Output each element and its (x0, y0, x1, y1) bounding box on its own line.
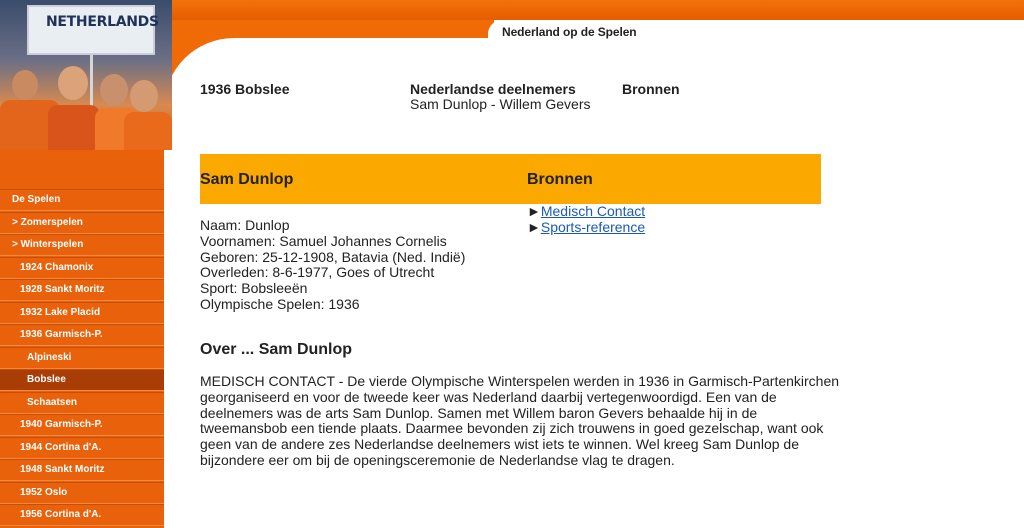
sources-heading: Bronnen (527, 171, 593, 188)
sources-top-heading[interactable]: Bronnen (622, 81, 680, 97)
sidebar-item-label: 1956 Cortina d'A. (20, 509, 102, 520)
sidebar-item-label: 1948 Sankt Moritz (20, 464, 105, 475)
profile-spelen: Olympische Spelen: 1936 (200, 295, 360, 312)
netherlands-sign (27, 5, 159, 55)
sidebar-item-label: 1952 Oslo (20, 486, 68, 498)
sidebar-item-label: > Zomerspelen (12, 216, 83, 228)
athlete-face (12, 70, 38, 100)
triangle-icon: ► (527, 203, 541, 219)
sidebar-item-label: Alpineski (27, 351, 72, 363)
sidebar-item[interactable] (0, 302, 164, 324)
sidebar-item-label: 1936 Garmisch-P. (20, 329, 103, 340)
sidebar-item[interactable] (0, 257, 164, 279)
profile-overleden: Overleden: 8-6-1977, Goes of Utrecht (200, 264, 435, 281)
sidebar-item[interactable] (0, 347, 164, 369)
sidebar-item-label: Bobslee (27, 374, 66, 385)
triangle-icon: ► (527, 218, 541, 235)
source-link-sports-reference[interactable]: Sports-reference (540, 218, 646, 235)
about-heading: Over ... Sam Dunlop (200, 341, 353, 358)
sidebar-item[interactable] (0, 324, 164, 346)
sidebar-item[interactable] (0, 392, 164, 414)
athlete-name-heading: Sam Dunlop (200, 171, 294, 188)
event-title: 1936 Bobslee (200, 81, 290, 97)
source-item (527, 204, 645, 220)
source-item (527, 220, 645, 236)
sidebar-item[interactable] (0, 234, 164, 256)
profile-sport: Sport: Bobsleeën (200, 280, 308, 297)
header-photo (0, 0, 172, 150)
sidebar-item[interactable] (0, 482, 164, 504)
sidebar-item-label: > Winterspelen (12, 239, 84, 250)
sign-text: NETHERLANDS (46, 14, 159, 30)
sidebar-item[interactable] (0, 504, 164, 526)
sidebar-item[interactable] (0, 369, 164, 391)
sidebar-item[interactable] (0, 414, 164, 436)
sidebar-item[interactable] (0, 279, 164, 301)
athlete-face (100, 74, 128, 106)
sidebar-item[interactable] (0, 212, 164, 234)
participants-heading: Nederlandse deelnemers (410, 81, 576, 97)
sources-list (527, 204, 645, 235)
athlete-profile (200, 218, 465, 313)
sidebar-item-label: 1944 Cortina d'A. (20, 441, 102, 453)
sidebar-item[interactable] (0, 437, 164, 459)
sidebar-item[interactable] (0, 189, 164, 211)
sidebar-item-label: 1932 Lake Placid (20, 306, 101, 318)
profile-voornamen: Voornamen: Samuel Johannes Cornelis (200, 232, 447, 249)
sidebar-item[interactable] (0, 459, 164, 481)
sidebar-item-label: 1924 Chamonix (20, 261, 94, 273)
sidebar-item-label: Schaatsen (27, 396, 78, 408)
sidebar-item-label: De Spelen (12, 194, 61, 205)
athlete-figure (48, 105, 100, 150)
athlete-face (58, 66, 88, 100)
site-title[interactable]: Nederland op de Spelen (502, 25, 637, 39)
sidebar-item-label: 1940 Garmisch-P. (20, 419, 103, 430)
profile-geboren: Geboren: 25-12-1908, Batavia (Ned. Indië) (200, 248, 466, 265)
source-link-medisch-contact[interactable]: Medisch Contact (540, 203, 646, 219)
sidebar-item-label: 1928 Sankt Moritz (20, 284, 105, 295)
athlete-figure (124, 112, 172, 150)
profile-naam: Naam: Dunlop (200, 217, 290, 233)
about-text: MEDISCH CONTACT - De vierde Olympische Winterspelen werden in 1936 in Garmisch-Partenkirchen georganiseerd en voor de tweede keer was Nederland daarbij vertegenwoordigd. Een van de deelnemers was de arts Sam Dunlop. Samen met Willem baron Gevers behaalde hij in de tweemansbob een tiende plaats. Daarmee bevonden zij zich trouwens in goed gezelschap, want ook geen van de andere zes Nederlandse deelnemers wist iets te winnen. Wel kreeg Sam Dunlop de bijzondere eer om bij de openingsceremonie de Nederlandse vlag te dragen. (200, 373, 840, 468)
participants-list[interactable]: Sam Dunlop - Willem Gevers (410, 96, 591, 112)
athlete-face (130, 80, 158, 112)
